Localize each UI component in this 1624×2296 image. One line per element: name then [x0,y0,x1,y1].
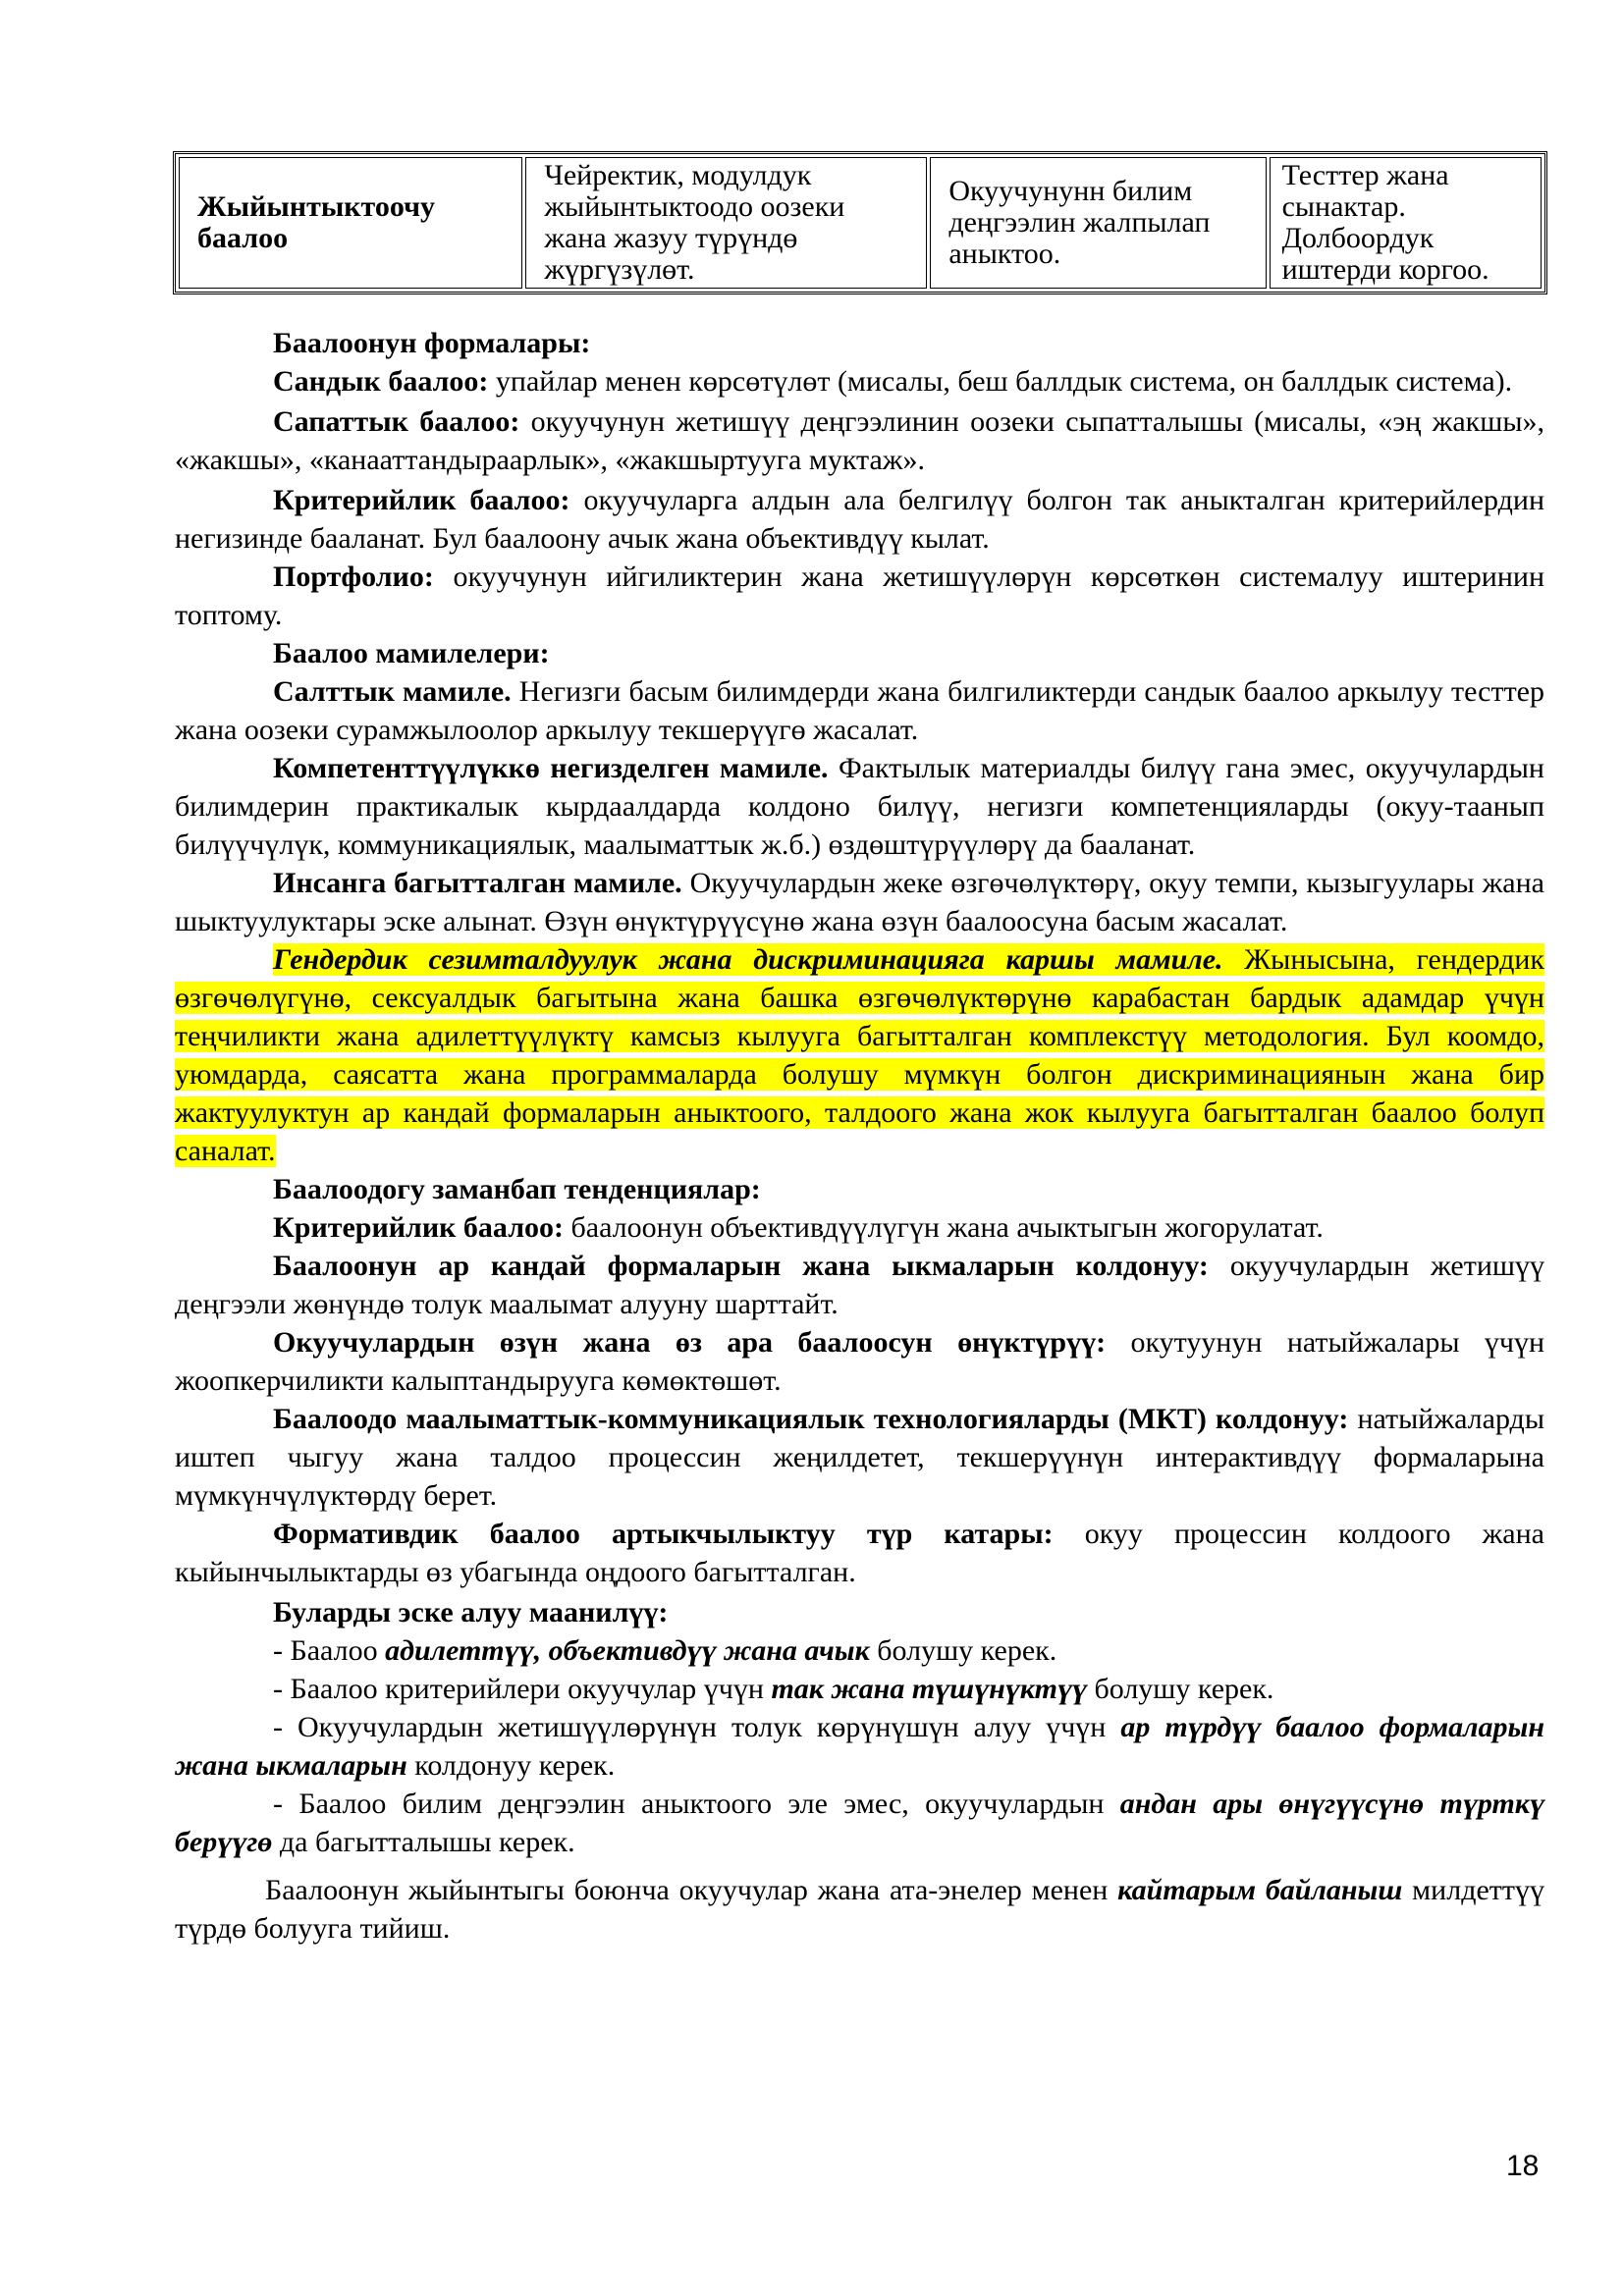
term: Баалоонун ар кандай формаларын жана ыкмаларын колдонуу: [273,1250,1209,1282]
table-cell-type: Жыйынтыктоочу баалоо [179,157,522,289]
term: Критерийлик баалоо: [273,484,570,516]
forms-heading: Баалоонун формалары: [273,327,591,359]
paragraph-approach-competence: Компетенттүүлүккө негизделген мамиле. Фактылык материалды билүү гана эмес, окуучулардын билимдерин практикалык кырдаалдарда колдоно билүү, негизги компетенцияларды (окуу-таанып билүүчүлүк, коммуникациялык, маалыматтык ж.б.) өздөштүрүүлөрү да бааланат. [175,752,1544,861]
paragraph-trend-criteria: Критерийлик баалоо: баалоонун объективдүүлүгүн жана ачыктыгын жогорулатат. [273,1211,1324,1244]
paragraph-trend-ict: Баалоодо маалыматтык-коммуникациялык технологияларды (МКТ) колдонуу: натыйжаларды иштеп чыгуу жана талдоо процессин жеңилдетет, текшерүүнүн интерактивдүү формаларына мүмкүнчүлүктөрдү берет. [175,1403,1544,1512]
term: Критерийлик баалоо: [273,1211,565,1244]
term: Сапаттык баалоо: [273,405,520,438]
list-item: - Баалоо адилеттүү, объективдүү жана ачык болушу керек. [273,1634,1057,1667]
table-cell-tools: Тесттер жана сынактар. Долбоордук иштерди коргоо. [1270,157,1542,289]
table-cell-goal: Окуучунунн билим деңгээлин жалпылап аныктоо. [930,157,1266,289]
list-item: - Баалоо билим деңгээлин аныктоого эле эмес, окуучулардын андан ары өнүгүүсүнө түрткү берүүгө да багытталышы керек. [175,1788,1544,1858]
paragraph-approach-personal: Инсанга багытталган мамиле. Окуучулардын жеке өзгөчөлүктөрү, окуу темпи, кызыгуулары жана шыктуулуктары эске алынат. Өзүн өнүктүрүүсүнө жана өзүн баалоосуна басым жасалат. [175,867,1544,937]
paragraph-feedback: Баалоонун жыйынтыгы боюнча окуучулар жана ата-энелер менен кайтарым байланыш милдеттүү түрдө болууга тийиш. [175,1874,1544,1945]
document-body [175,324,1544,1948]
paragraph-form-criteria: Критерийлик баалоо: окуучуларга алдын ала белгилүү болгон так аныкталган критерийлердин негизинде бааланат. Бул баалоону ачык жана объективдүү кылат. [175,484,1545,555]
paragraph-form-quantitative: Сандык баалоо: упайлар менен көрсөтүлөт (мисалы, беш баллдык система, он баллдык система). [273,365,1513,398]
list-item: - Баалоо критерийлери окуучулар үчүн так жана түшүнүктүү болушу керек. [273,1673,1274,1705]
paragraph-form-portfolio: Портфолио: окуучунун ийгиликтерин жана жетишүүлөрүн көрсөткөн системалуу иштеринин топтому. [175,561,1544,631]
term: Баалоодо маалыматтык-коммуникациялык технологияларды (МКТ) колдонуу: [273,1403,1349,1435]
assessment-table [173,151,1547,294]
remember-heading: Буларды эске алуу маанилүү: [273,1596,669,1629]
paragraph-approach-gender-highlighted: Гендердик сезимталдуулук жана дискриминацияга каршы мамиле. Жынысына, гендердик өзгөчөлүгүнө, сексуалдык багытына жана башка өзгөчөлүктөрүнө карабастан бардык адамдар үчүн теңчиликти жана адилеттүүлүктү камсыз кылууга багытталган комплекстүү методология. Бул коомдо, уюмдарда, саясатта жана программаларда болушу мүмкүн болгон дискриминациянын жана бир жактуулуктун ар кандай формаларын аныктоого, талдоого жана жок кылууга багытталган баалоо болуп саналат. [175,943,1545,1167]
term: Портфолио: [273,561,434,593]
list-item: - Окуучулардын жетишүүлөрүнүн толук көрүнүшүн алуу үчүн ар түрдүү баалоо формаларын жана ыкмаларын колдонуу керек. [175,1711,1544,1782]
table-cell-method: Чейректик, модулдук жыйынтыктоодо оозеки жана жазуу түрүндө жүргүзүлөт. [525,157,927,289]
paragraph-trend-forms: Баалоонун ар кандай формаларын жана ыкмаларын колдонуу: окуучулардын жетишүү деңгээли жөнүндө толук маалымат алууну шарттайт. [175,1250,1544,1320]
paragraph-trend-self-assessment: Окуучулардын өзүн жана өз ара баалоосун өнүктүрүү: окутуунун натыйжалары үчүн жоопкерчиликти калыптандырууга көмөктөшөт. [175,1326,1545,1397]
term: Салттык мамиле. [273,675,512,708]
trends-heading: Баалоодогу заманбап тенденциялар: [273,1173,761,1205]
approaches-heading: Баалоо мамилелери: [273,637,550,669]
paragraph-form-qualitative: Сапаттык баалоо: окуучунун жетишүү деңгээлинин оозеки сыпатталышы (мисалы, «эң жакшы», «жакшы», «канааттандыраарлык», «жакшыртууга муктаж». [175,405,1545,476]
page-number: 18 [1506,2150,1540,2182]
term: Формативдик баалоо артыкчылыктуу түр катары: [273,1518,1054,1550]
term: Компетенттүүлүккө негизделген мамиле. [273,752,829,784]
term: Сандык баалоо: [273,365,489,398]
term: Инсанга багытталган мамиле. [273,867,682,899]
paragraph-trend-formative: Формативдик баалоо артыкчылыктуу түр катары: окуу процессин колдоого жана кыйынчылыктарды өз убагында оңдоого багытталган. [175,1518,1544,1588]
term: Окуучулардын өзүн жана өз ара баалоосун өнүктүрүү: [273,1326,1107,1359]
paragraph-approach-traditional: Салттык мамиле. Негизги басым билимдерди жана билгиликтерди сандык баалоо аркылуу тесттер жана оозеки сурамжылоолор аркылуу текшерүүгө жасалат. [175,675,1545,746]
table-row [179,157,1542,289]
term: Гендердик сезимталдуулук жана дискриминацияга каршы мамиле. [273,943,1223,976]
